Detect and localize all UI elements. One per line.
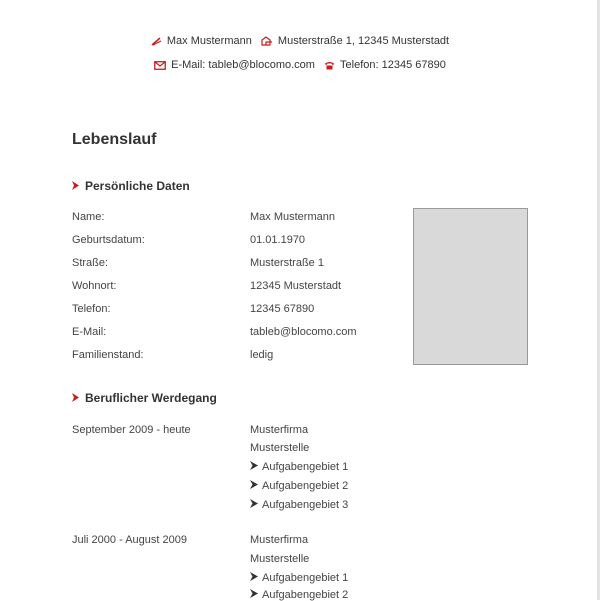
home-icon — [261, 36, 273, 46]
arrow-bullet-icon — [250, 461, 258, 470]
career-company-1: Musterfirma — [250, 424, 309, 436]
value-city: 12345 Musterstadt — [250, 280, 342, 292]
label-phone: Telefon: — [72, 303, 111, 315]
contact-email: E-Mail: tableb@blocomo.com — [154, 59, 315, 71]
label-birthdate: Geburtsdatum: — [72, 234, 145, 246]
career-position-1: Musterstelle — [250, 442, 310, 454]
value-marital-status: ledig — [250, 349, 274, 361]
career-company-2: Musterfirma — [250, 534, 309, 546]
chevron-right-icon — [72, 393, 79, 402]
label-street: Straße: — [72, 257, 109, 269]
career-task-2-2: Aufgabengebiet 2 — [250, 589, 348, 601]
arrow-bullet-icon — [250, 480, 258, 489]
chevron-right-icon — [72, 181, 79, 190]
label-marital-status: Familienstand: — [72, 349, 144, 361]
contact-address: Musterstraße 1, 12345 Musterstadt — [261, 35, 449, 47]
arrow-bullet-icon — [250, 589, 258, 598]
career-period-1: September 2009 - heute — [72, 424, 191, 436]
envelope-icon — [154, 61, 166, 70]
contact-row-1 — [0, 35, 600, 47]
phone-icon — [324, 61, 335, 70]
arrow-bullet-icon — [250, 572, 258, 581]
contact-name: Max Mustermann — [151, 35, 252, 47]
arrow-bullet-icon — [250, 499, 258, 508]
label-email: E-Mail: — [72, 326, 107, 338]
career-task-1-2: Aufgabengebiet 2 — [250, 480, 348, 492]
contact-row-2 — [0, 59, 600, 71]
section-heading-career: Beruflicher Werdegang — [72, 391, 217, 405]
career-task-1-3: Aufgabengebiet 3 — [250, 499, 348, 511]
value-street: Musterstraße 1 — [250, 257, 324, 269]
page-title: Lebenslauf — [72, 131, 157, 148]
career-task-2-1: Aufgabengebiet 1 — [250, 572, 348, 584]
label-name: Name: — [72, 211, 105, 223]
career-period-2: Juli 2000 - August 2009 — [72, 534, 187, 546]
value-name: Max Mustermann — [250, 211, 335, 223]
contact-phone: Telefon: 12345 67890 — [324, 59, 446, 71]
photo-placeholder — [413, 208, 528, 365]
value-phone: 12345 67890 — [250, 303, 315, 315]
label-city: Wohnort: — [72, 280, 117, 292]
career-position-2: Musterstelle — [250, 553, 310, 565]
value-email: tableb@blocomo.com — [250, 326, 357, 338]
career-task-1-1: Aufgabengebiet 1 — [250, 461, 348, 473]
value-birthdate: 01.01.1970 — [250, 234, 306, 246]
pen-icon — [151, 37, 162, 46]
section-heading-personal: Persönliche Daten — [72, 179, 190, 193]
